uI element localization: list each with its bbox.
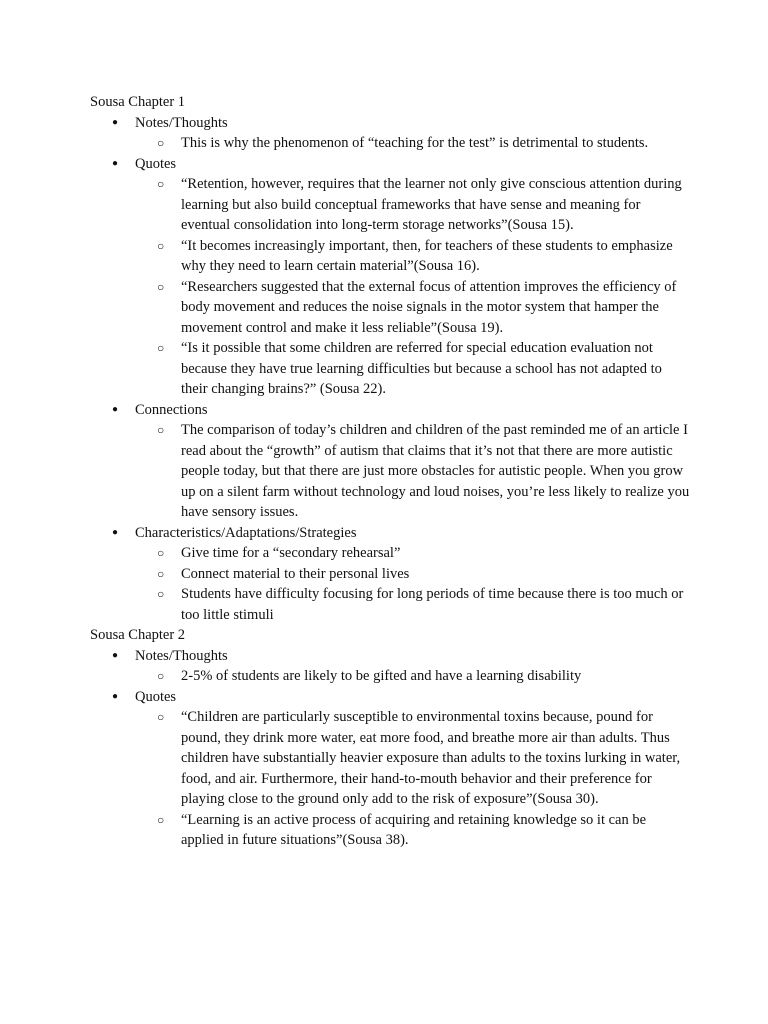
list-item-text: The comparison of today’s children and children of the past reminded me of an article I read about the “growth” of autism that claims that it’s not that there are more autistic people today, but that there are just more obstacles for autistic people. When you grow up on a silent farm without technology and loud noises, you’re less likely to realize you have sensory issues. (181, 422, 690, 520)
hollow-bullet-icon: ○ (157, 136, 165, 150)
list-item-text: “Learning is an active process of acquiring and retaining knowledge so it can be applied in future situations”(Sousa 38). (181, 811, 647, 848)
list-item-text: “It becomes increasingly important, then, for teachers of these students to emphasize why they need to learn certain material”(Sousa 16). (181, 237, 673, 274)
filled-bullet-icon: ● (112, 403, 119, 415)
list-item-text: “Is it possible that some children are referred for special education evaluation not because they have true learning difficulties but because a school has not adapted to their changing brains?” (Sousa 22). (181, 340, 662, 397)
list-item (90, 236, 690, 277)
hollow-bullet-icon: ○ (157, 279, 165, 294)
hollow-bullet-icon: ○ (157, 546, 165, 560)
list-item (90, 810, 690, 851)
hollow-bullet-icon: ○ (157, 669, 165, 683)
chapter-heading: Sousa Chapter 1 (90, 94, 186, 110)
section-item (90, 400, 690, 523)
section-item (90, 646, 690, 687)
hollow-bullet-icon: ○ (157, 423, 165, 437)
filled-bullet-icon: ● (112, 649, 119, 661)
list-item (90, 420, 690, 523)
section-label: Notes/Thoughts (135, 114, 228, 131)
hollow-bullet-icon: ○ (157, 238, 165, 253)
hollow-bullet-icon: ○ (157, 812, 165, 827)
section-item (90, 523, 690, 626)
list-item-text: This is why the phenomenon of “teaching for the test” is detrimental to students. (181, 135, 649, 151)
list-item (90, 666, 690, 687)
hollow-bullet-icon: ○ (157, 587, 165, 601)
filled-bullet-icon: ● (112, 157, 119, 169)
section-entry-list (135, 133, 690, 154)
chapter-heading: Sousa Chapter 2 (90, 627, 186, 643)
hollow-bullet-icon: ○ (157, 341, 165, 355)
list-item-text: Connect material to their personal lives (181, 565, 410, 582)
section-label: Characteristics/Adaptations/Strategies (135, 524, 357, 541)
filled-bullet-icon: ● (112, 116, 119, 128)
hollow-bullet-icon: ○ (157, 566, 165, 581)
list-item (90, 543, 690, 564)
document-body (90, 92, 690, 851)
section-item (90, 113, 690, 154)
chapter-section-list (90, 113, 690, 626)
list-item (90, 584, 690, 625)
list-item (90, 338, 690, 400)
section-label: Connections (135, 401, 208, 418)
section-entry-list (135, 543, 690, 625)
section-label: Quotes (135, 155, 177, 172)
list-item (90, 564, 690, 585)
list-item (90, 133, 690, 154)
list-item-text: Students have difficulty focusing for long periods of time because there is too much or too little stimuli (181, 586, 684, 623)
filled-bullet-icon: ● (112, 526, 119, 538)
chapter-section-list (90, 646, 690, 851)
list-item-text: 2-5% of students are likely to be gifted and have a learning disability (181, 668, 582, 684)
list-item-text: “Children are particularly susceptible to environmental toxins because, pound for pound, they drink more water, eat more food, and breathe more air than adults. Thus children have substantially heavier exposure than adults to the toxins lurking in water, food, and air. Furthermore, their hand-to-mouth behavior and their preference for playing close to the ground only add to the risk of exposure”(Sousa 30). (181, 709, 681, 807)
list-item (90, 174, 690, 236)
list-item-text: “Retention, however, requires that the learner not only give conscious attention during learning but also build conceptual frameworks that have sense and meaning for eventual consolidation into long-term storage networks”(Sousa 15). (181, 176, 682, 233)
section-entry-list (135, 420, 690, 523)
section-entry-list (135, 174, 690, 400)
filled-bullet-icon: ● (112, 690, 119, 702)
hollow-bullet-icon: ○ (157, 177, 165, 191)
list-item-text: Give time for a “secondary rehearsal” (181, 545, 401, 561)
list-item-text: “Researchers suggested that the external focus of attention improves the efficiency of body movement and reduces the noise signals in the motor system that hamper the movement control and make it less reliable”(Sousa 19). (181, 278, 677, 336)
section-item (90, 154, 690, 400)
section-label: Notes/Thoughts (135, 647, 228, 664)
section-entry-list (135, 707, 690, 851)
list-item (90, 707, 690, 810)
section-entry-list (135, 666, 690, 687)
list-item (90, 277, 690, 339)
hollow-bullet-icon: ○ (157, 710, 165, 724)
section-label: Quotes (135, 688, 177, 705)
section-item (90, 687, 690, 851)
